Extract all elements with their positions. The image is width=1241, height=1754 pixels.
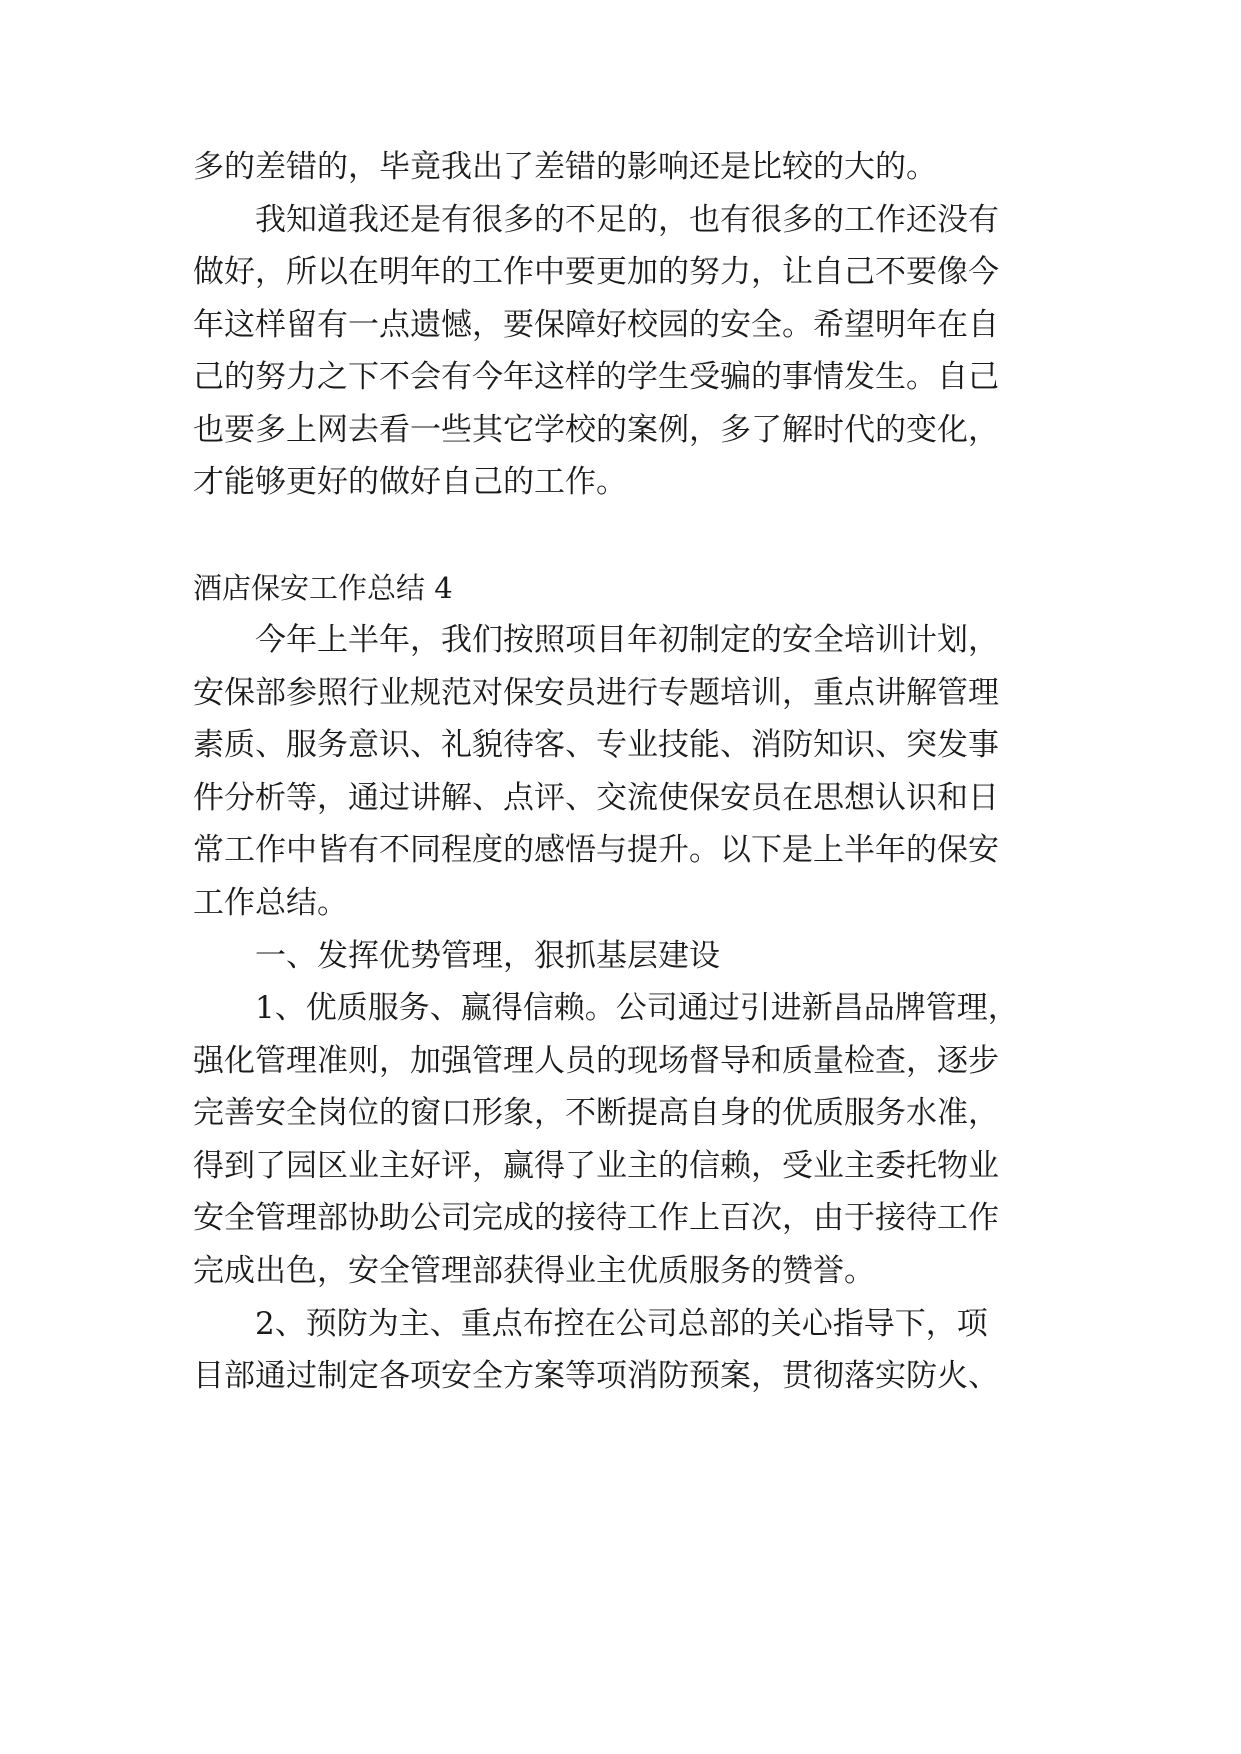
text-line: 才能够更好的做好自己的工作。 xyxy=(193,464,627,500)
text-line: 我知道我还是有很多的不足的，也有很多的工作还没有 xyxy=(255,202,999,238)
text-line: 素质、服务意识、礼貌待客、专业技能、消防知识、突发事 xyxy=(193,727,999,763)
text-line: 2、预防为主、重点布控在公司总部的关心指导下，项 xyxy=(255,1306,988,1342)
subheading: 一、发挥优势管理，狠抓基层建设 xyxy=(255,938,720,974)
text-line: 工作总结。 xyxy=(193,885,348,921)
text-line: 今年上半年，我们按照项目年初制定的安全培训计划， xyxy=(255,622,999,658)
text-line: 完成出色，安全管理部获得业主优质服务的赞誉。 xyxy=(193,1253,875,1289)
text-line: 安全管理部协助公司完成的接待工作上百次，由于接待工作 xyxy=(193,1200,999,1236)
text-line: 己的努力之下不会有今年这样的学生受骗的事情发生。自己 xyxy=(193,359,999,395)
text-line: 常工作中皆有不同程度的感悟与提升。以下是上半年的保安 xyxy=(193,832,999,868)
text-line: 年这样留有一点遗憾，要保障好校园的安全。希望明年在自 xyxy=(193,307,999,343)
text-line: 强化管理准则，加强管理人员的现场督导和质量检查，逐步 xyxy=(193,1043,999,1079)
text-line: 件分析等，通过讲解、点评、交流使保安员在思想认识和日 xyxy=(193,780,999,816)
text-line: 多的差错的，毕竟我出了差错的影响还是比较的大的。 xyxy=(193,149,937,185)
text-line: 得到了园区业主好评，赢得了业主的信赖，受业主委托物业 xyxy=(193,1148,999,1184)
text-line: 也要多上网去看一些其它学校的案例，多了解时代的变化， xyxy=(193,412,999,448)
text-line: 完善安全岗位的窗口形象，不断提高自身的优质服务水准， xyxy=(193,1095,999,1131)
text-line: 安保部参照行业规范对保安员进行专题培训，重点讲解管理 xyxy=(193,675,999,711)
text-line: 做好，所以在明年的工作中要更加的努力，让自己不要像今 xyxy=(193,254,999,290)
section-heading: 酒店保安工作总结 4 xyxy=(193,571,453,605)
text-line: 目部通过制定各项安全方案等项消防预案，贯彻落实防火、 xyxy=(193,1358,999,1394)
text-line: 1、优质服务、赢得信赖。公司通过引进新昌品牌管理， xyxy=(255,990,1019,1026)
